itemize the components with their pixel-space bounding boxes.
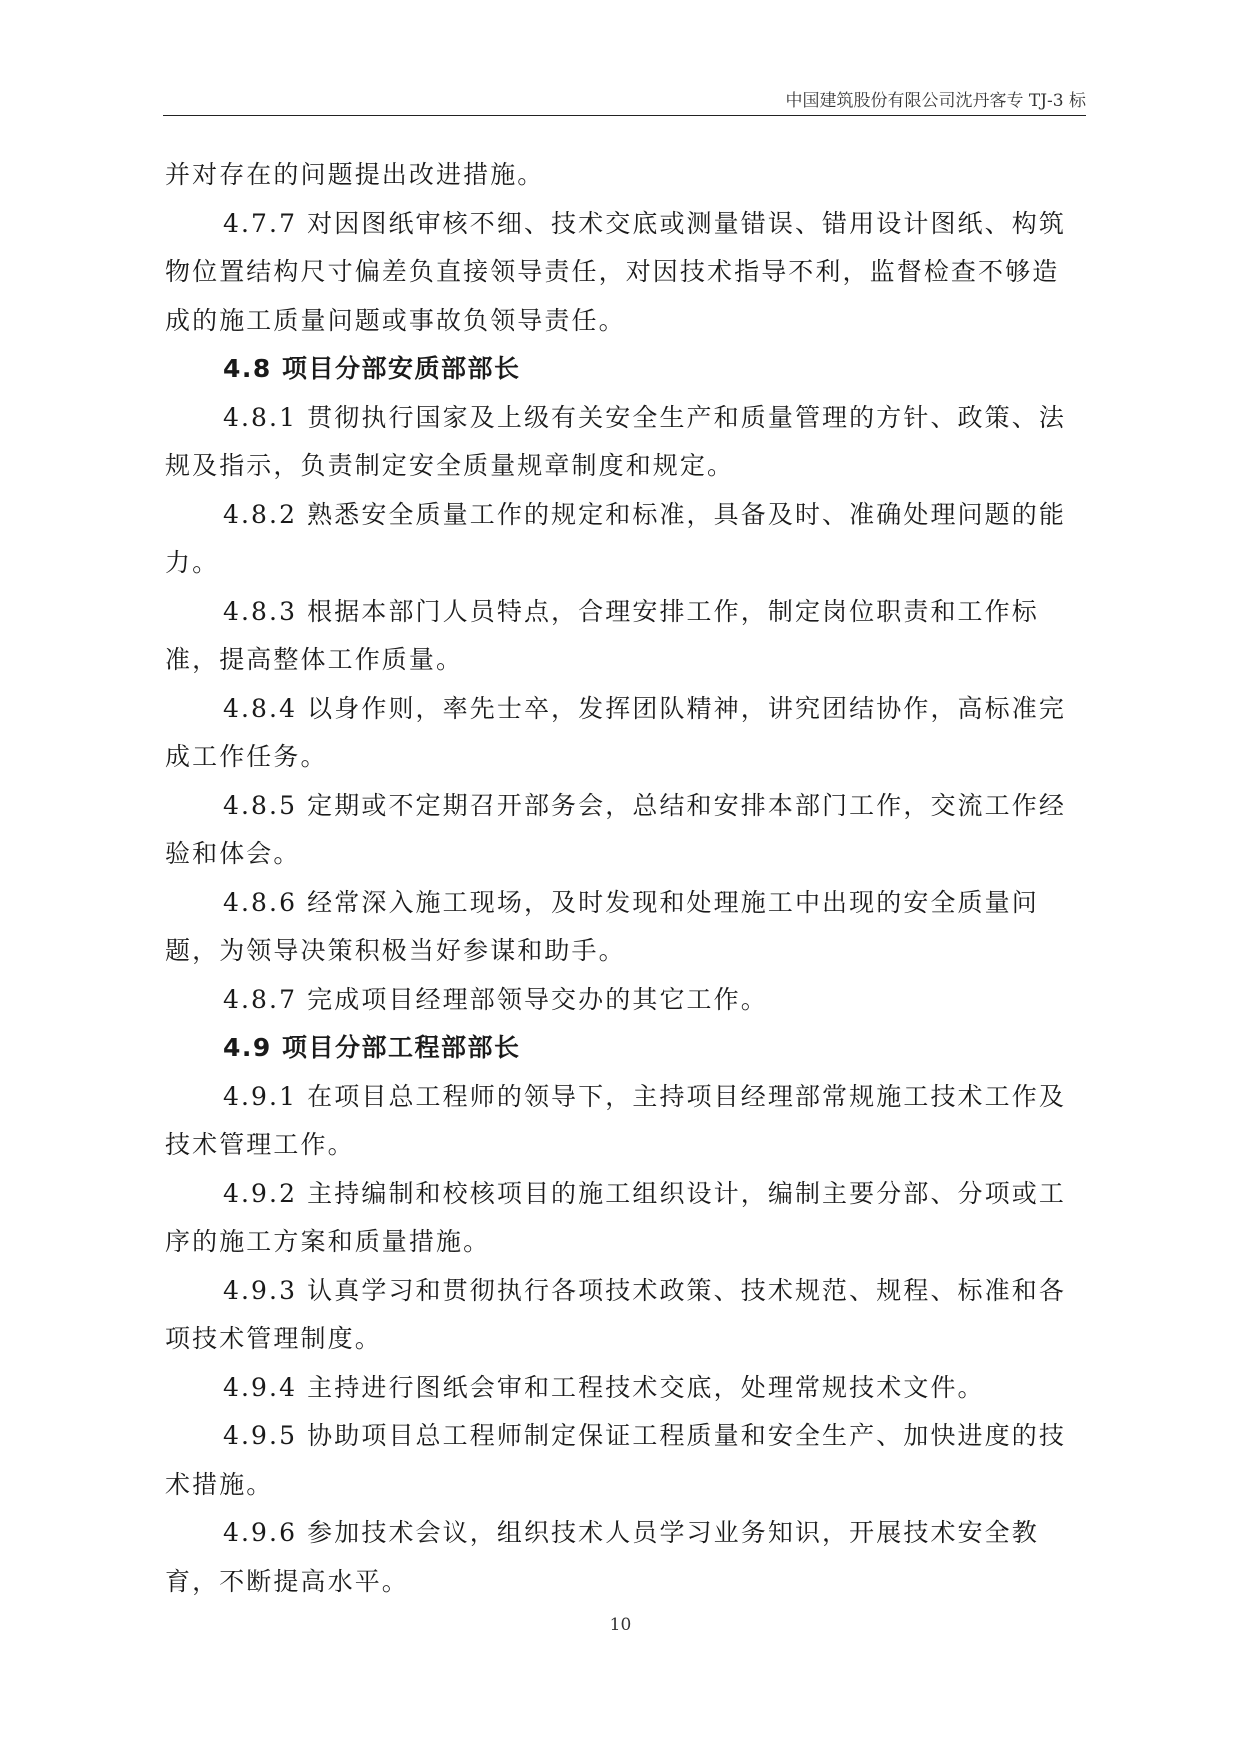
paragraph-4-9-1: 4.9.1 在项目总工程师的领导下，主持项目经理部常规施工技术工作及技术管理工作。 bbox=[165, 1081, 1066, 1159]
document-body bbox=[165, 151, 1081, 1606]
paragraph-4-9-6: 4.9.6 参加技术会议，组织技术人员学习业务知识，开展技术安全教育，不断提高水平。 bbox=[165, 1518, 1039, 1596]
paragraph-4-9-2: 4.9.2 主持编制和校核项目的施工组织设计，编制主要分部、分项或工序的施工方案和质量措施。 bbox=[165, 1178, 1066, 1256]
section-heading-4-8: 4.8 项目分部安质部部长 bbox=[223, 354, 521, 383]
section-heading-4-9: 4.9 项目分部工程部部长 bbox=[223, 1033, 521, 1062]
paragraph-4-9-3: 4.9.3 认真学习和贯彻执行各项技术政策、技术规范、规程、标准和各项技术管理制度。 bbox=[165, 1275, 1066, 1353]
header-divider bbox=[163, 115, 1086, 116]
page-header: 中国建筑股份有限公司沈丹客专 TJ-3 标 bbox=[785, 91, 1086, 111]
paragraph-4-8-6: 4.8.6 经常深入施工现场，及时发现和处理施工中出现的安全质量问题，为领导决策积极当好参谋和助手。 bbox=[165, 887, 1039, 965]
paragraph-4-8-2: 4.8.2 熟悉安全质量工作的规定和标准，具备及时、准确处理问题的能力。 bbox=[165, 499, 1066, 577]
paragraph-4-8-7: 4.8.7 完成项目经理部领导交办的其它工作。 bbox=[223, 984, 768, 1014]
paragraph-4-8-5: 4.8.5 定期或不定期召开部务会，总结和安排本部门工作，交流工作经验和体会。 bbox=[165, 790, 1066, 868]
paragraph-4-8-4: 4.8.4 以身作则，率先士卒，发挥团队精神，讲究团结协作，高标准完成工作任务。 bbox=[165, 693, 1066, 771]
paragraph-continuation: 并对存在的问题提出改进措施。 bbox=[165, 160, 545, 189]
paragraph-4-9-5: 4.9.5 协助项目总工程师制定保证工程质量和安全生产、加快进度的技术措施。 bbox=[165, 1421, 1066, 1499]
page-number: 10 bbox=[609, 1615, 632, 1635]
paragraph-4-9-4: 4.9.4 主持进行图纸会审和工程技术交底，处理常规技术文件。 bbox=[223, 1372, 985, 1402]
paragraph-4-7-7: 4.7.7 对因图纸审核不细、技术交底或测量错误、错用设计图纸、构筑物位置结构尺寸偏差负直接领导责任，对因技术指导不利，监督检查不够造成的施工质量问题或事故负领导责任。 bbox=[165, 208, 1066, 335]
paragraph-4-8-3: 4.8.3 根据本部门人员特点，合理安排工作，制定岗位职责和工作标准，提高整体工作质量。 bbox=[165, 596, 1039, 674]
paragraph-4-8-1: 4.8.1 贯彻执行国家及上级有关安全生产和质量管理的方针、政策、法规及指示，负责制定安全质量规章制度和规定。 bbox=[165, 402, 1066, 480]
